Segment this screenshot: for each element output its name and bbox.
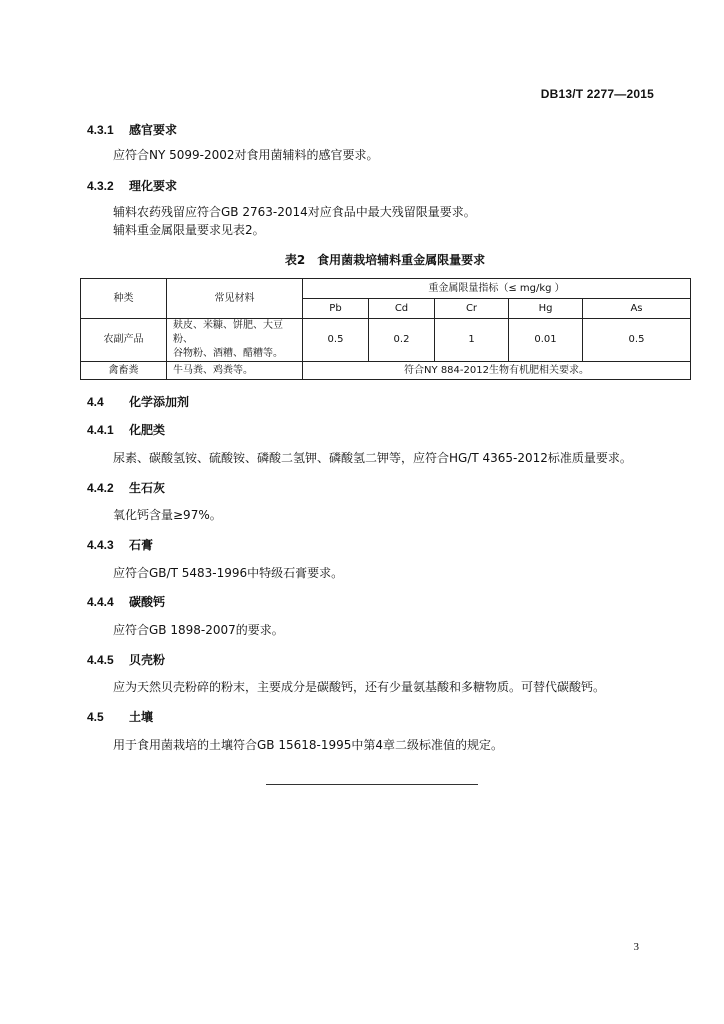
- cell-materials: [167, 319, 303, 362]
- section-title: 化学添加剂: [129, 395, 190, 409]
- section-number: 4.4.2: [87, 481, 114, 495]
- materials-line: 谷物粉、酒糟、醋糟等。: [173, 348, 283, 359]
- section-text-4-4-2: 氧化钙含量≥97%。: [113, 508, 222, 522]
- header-category: 种类: [81, 279, 167, 319]
- header-limit-group: 重金属限量指标（≤ mg/kg ）: [303, 279, 691, 299]
- section-text-4-3-2-line1: 辅料农药残留应符合GB 2763-2014对应食品中最大残留限量要求。: [113, 205, 476, 219]
- section-title: 石膏: [129, 538, 154, 552]
- section-title: 土壤: [129, 710, 154, 724]
- cell-category: 禽畜粪: [81, 362, 167, 380]
- section-number: 4.4.5: [87, 653, 114, 667]
- section-text-4-5: 用于食用菌栽培的土壤符合GB 15618-1995中第4章二级标准值的规定。: [113, 738, 504, 752]
- heavy-metal-limits-table: [80, 278, 691, 380]
- section-text-4-3-2-line2: 辅料重金属限量要求见表2。: [113, 223, 265, 237]
- header-as: As: [583, 299, 691, 319]
- section-heading-4-4-1: [87, 421, 165, 438]
- page-number: 3: [633, 941, 639, 953]
- section-text-4-4-3: 应符合GB/T 5483-1996中特级石膏要求。: [113, 566, 344, 580]
- table-caption: 表2 食用菌栽培辅料重金属限量要求: [284, 253, 486, 267]
- section-heading-4-5: [87, 708, 153, 725]
- section-text-4-4-4: 应符合GB 1898-2007的要求。: [113, 623, 284, 637]
- section-text-4-4-1: 尿素、碳酸氢铵、硫酸铵、磷酸二氢钾、磷酸氢二钾等，应符合HG/T 4365-2012标准质量要求。: [113, 451, 632, 465]
- section-number: 4.4: [87, 395, 104, 409]
- cell-pb: 0.5: [303, 319, 369, 362]
- section-number: 4.3.2: [87, 179, 114, 193]
- materials-line: 麸皮、米糠、饼肥、大豆粉、: [173, 320, 283, 345]
- section-title: 感官要求: [129, 123, 178, 137]
- section-heading-4-4-5: [87, 651, 165, 668]
- section-text-4-4-5: 应为天然贝壳粉碎的粉末，主要成分是碳酸钙，还有少量氨基酸和多糖物质。可替代碳酸钙。: [113, 680, 606, 694]
- section-title: 生石灰: [129, 481, 166, 495]
- table-row: [81, 362, 691, 380]
- end-divider: [266, 784, 478, 785]
- table-row: [81, 319, 691, 362]
- cell-category: 农副产品: [81, 319, 167, 362]
- header-pb: Pb: [303, 299, 369, 319]
- cell-cd: 0.2: [369, 319, 435, 362]
- section-title: 碳酸钙: [129, 595, 166, 609]
- header-materials: 常见材料: [167, 279, 303, 319]
- section-number: 4.4.1: [87, 423, 114, 437]
- header-cd: Cd: [369, 299, 435, 319]
- cell-materials: 牛马粪、鸡粪等。: [167, 362, 303, 380]
- cell-note: 符合NY 884-2012生物有机肥相关要求。: [303, 362, 691, 380]
- section-heading-4-4-2: [87, 479, 165, 496]
- section-number: 4.4.3: [87, 538, 114, 552]
- header-hg: Hg: [509, 299, 583, 319]
- cell-hg: 0.01: [509, 319, 583, 362]
- section-heading-4-4-4: [87, 593, 165, 610]
- cell-cr: 1: [435, 319, 509, 362]
- section-heading-4-4: [87, 393, 189, 410]
- document-code: DB13/T 2277—2015: [540, 87, 654, 101]
- cell-as: 0.5: [583, 319, 691, 362]
- section-text-4-3-1: 应符合NY 5099-2002对食用菌辅料的感官要求。: [113, 148, 379, 162]
- section-number: 4.3.1: [87, 123, 114, 137]
- section-number: 4.4.4: [87, 595, 114, 609]
- section-title: 理化要求: [129, 179, 178, 193]
- section-title: 贝壳粉: [129, 653, 166, 667]
- section-number: 4.5: [87, 710, 104, 724]
- section-title: 化肥类: [129, 423, 166, 437]
- section-heading-4-3-1: [87, 121, 177, 138]
- header-cr: Cr: [435, 299, 509, 319]
- section-heading-4-3-2: [87, 177, 177, 194]
- section-heading-4-4-3: [87, 536, 153, 553]
